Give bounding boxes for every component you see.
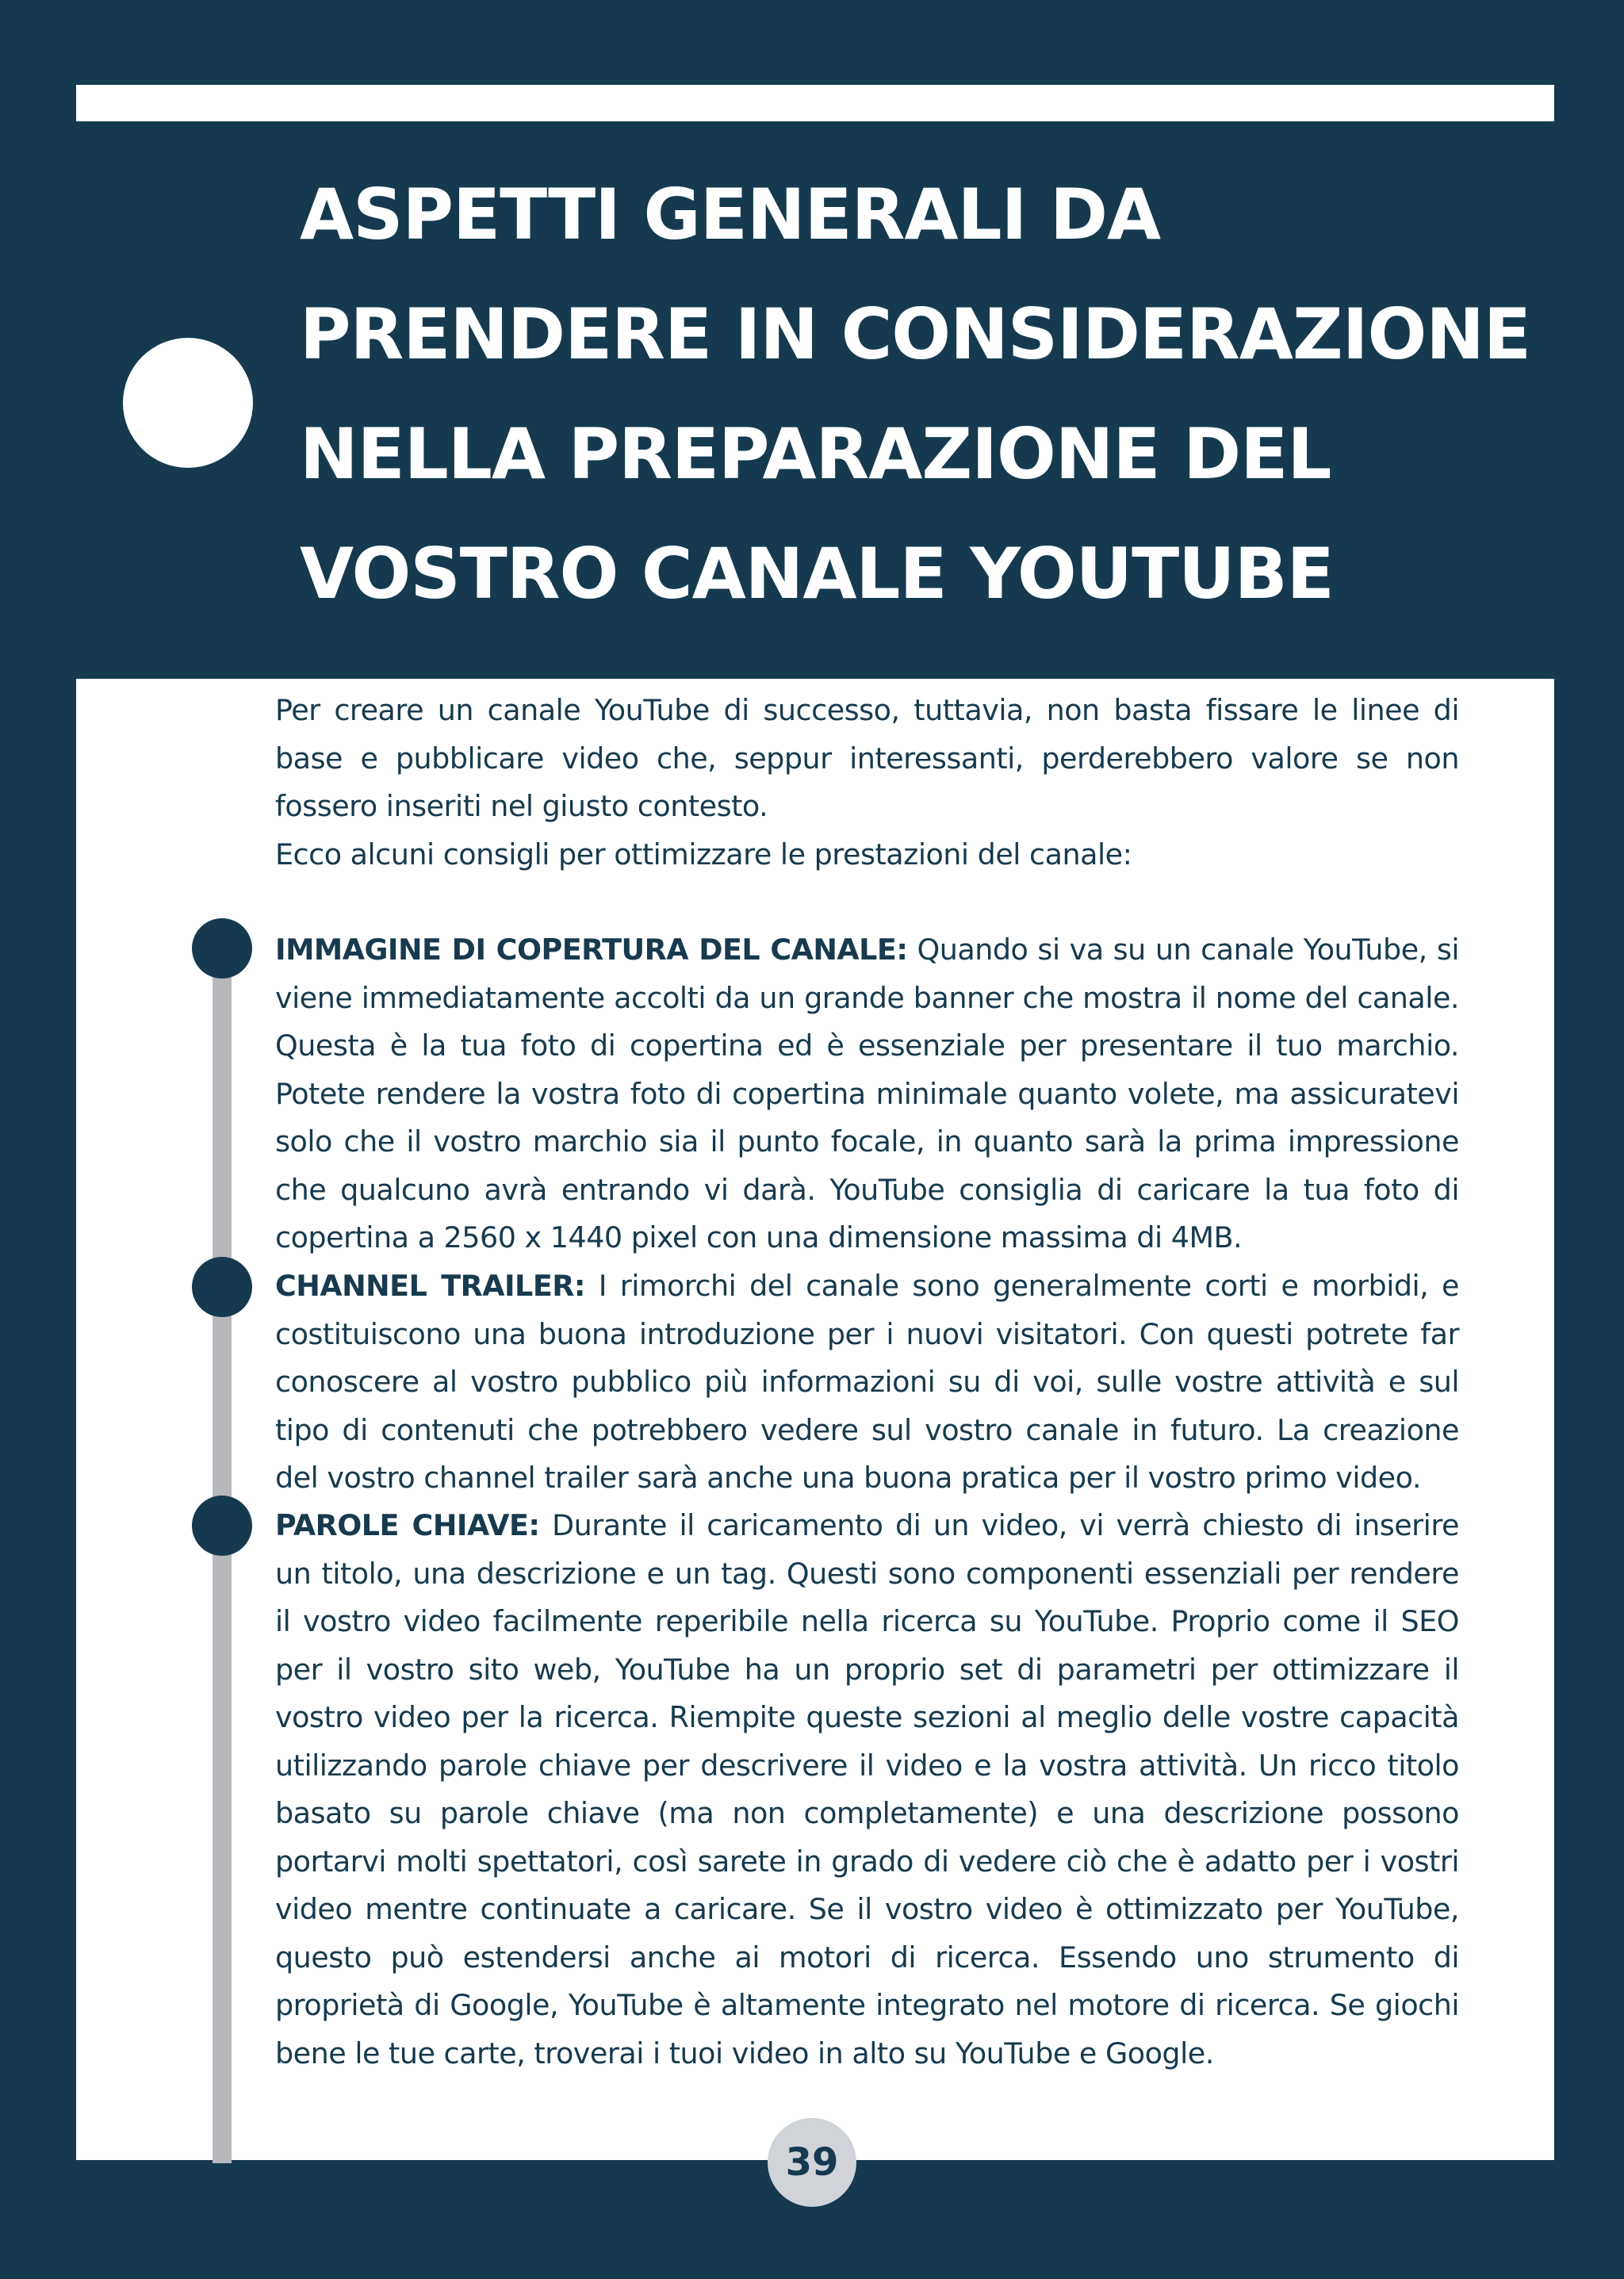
section-body: Quando si va su un canale YouTube, si viene immediatamente accolti da un grande banner che mostra il nome del canale. Questa è la tua foto di copertina ed è essenziale per presentare il tuo marchio. Potete rendere la vostra foto di copertina minimale quanto volete, ma assicuratevi solo che il vostro marchio sia il punto focale, in quanto sarà la prima impressione che qualcuno avrà entrando vi darà. YouTube consiglia di caricare la tua foto di copertina a 2560 x 1440 pixel con una dimensione massima di 4MB. <box>275 933 1459 1254</box>
timeline-dot <box>192 1257 252 1317</box>
header-decorative-circle <box>123 338 253 468</box>
section-channel-trailer <box>275 1262 1459 1503</box>
page-title-line: NELLA PREPARAZIONE DEL <box>300 413 1331 495</box>
intro-paragraph: Per creare un canale YouTube di successo, tuttavia, non basta fissare le linee di base e pubblicare video che, seppur interessanti, perderebbero valore se non fossero inseriti nel giusto contesto. <box>275 693 1459 823</box>
page-title-line: ASPETTI GENERALI DA <box>300 174 1161 255</box>
page-title-line: VOSTRO CANALE YOUTUBE <box>300 533 1334 615</box>
header-top-bar <box>76 85 1554 121</box>
page-title-line: PRENDERE IN CONSIDERAZIONE <box>300 293 1531 375</box>
section-paragraph <box>275 1502 1459 2078</box>
intro-text <box>275 687 1459 879</box>
section-cover-image <box>275 926 1459 1262</box>
timeline-line <box>213 952 232 2163</box>
section-paragraph <box>275 926 1459 1262</box>
intro-lead-in: Ecco alcuni consigli per ottimizzare le prestazioni del canale: <box>275 837 1132 871</box>
section-paragraph <box>275 1262 1459 1503</box>
timeline-dot <box>192 918 252 979</box>
page-number-badge: 39 <box>768 2118 856 2207</box>
section-keywords <box>275 1502 1459 2078</box>
section-body: Durante il caricamento di un video, vi verrà chiesto di inserire un titolo, una descrizione e un tag. Questi sono componenti essenziali per rendere il vostro video facilmente reperibile nella ricerca su YouTube. Proprio come il SEO per il vostro sito web, YouTube ha un proprio set di parametri per ottimizzare il vostro video per la ricerca. Riempite queste sezioni al meglio delle vostre capacità utilizzando parole chiave per descrivere il video e la vostra attività. Un ricco titolo basato su parole chiave (ma non completamente) e una descrizione possono portarvi molti spettatori, così sarete in grado di vedere ciò che è adatto per i vostri video mentre continuate a caricare. Se il vostro video è ottimizzato per YouTube, questo può estendersi anche ai motori di ricerca. Essendo uno strumento di proprietà di Google, YouTube è altamente integrato nel motore di ricerca. Se giochi bene le tue carte, troverai i tuoi video in alto su YouTube e Google. <box>275 1508 1459 2070</box>
timeline-dot <box>192 1496 252 1556</box>
section-heading: CHANNEL TRAILER: <box>275 1269 585 1303</box>
section-heading: IMMAGINE DI COPERTURA DEL CANALE: <box>275 933 908 967</box>
page-title <box>300 155 1568 634</box>
section-body: I rimorchi del canale sono generalmente corti e morbidi, e costituiscono una buona introduzione per i nuovi visitatori. Con questi potrete far conoscere al vostro pubblico più informazioni su di voi, sulle vostre attività e sul tipo di contenuti che potrebbero vedere sul vostro canale in futuro. La creazione del vostro channel trailer sarà anche una buona pratica per il vostro primo video. <box>275 1269 1459 1495</box>
section-heading: PAROLE CHIAVE: <box>275 1508 540 1542</box>
